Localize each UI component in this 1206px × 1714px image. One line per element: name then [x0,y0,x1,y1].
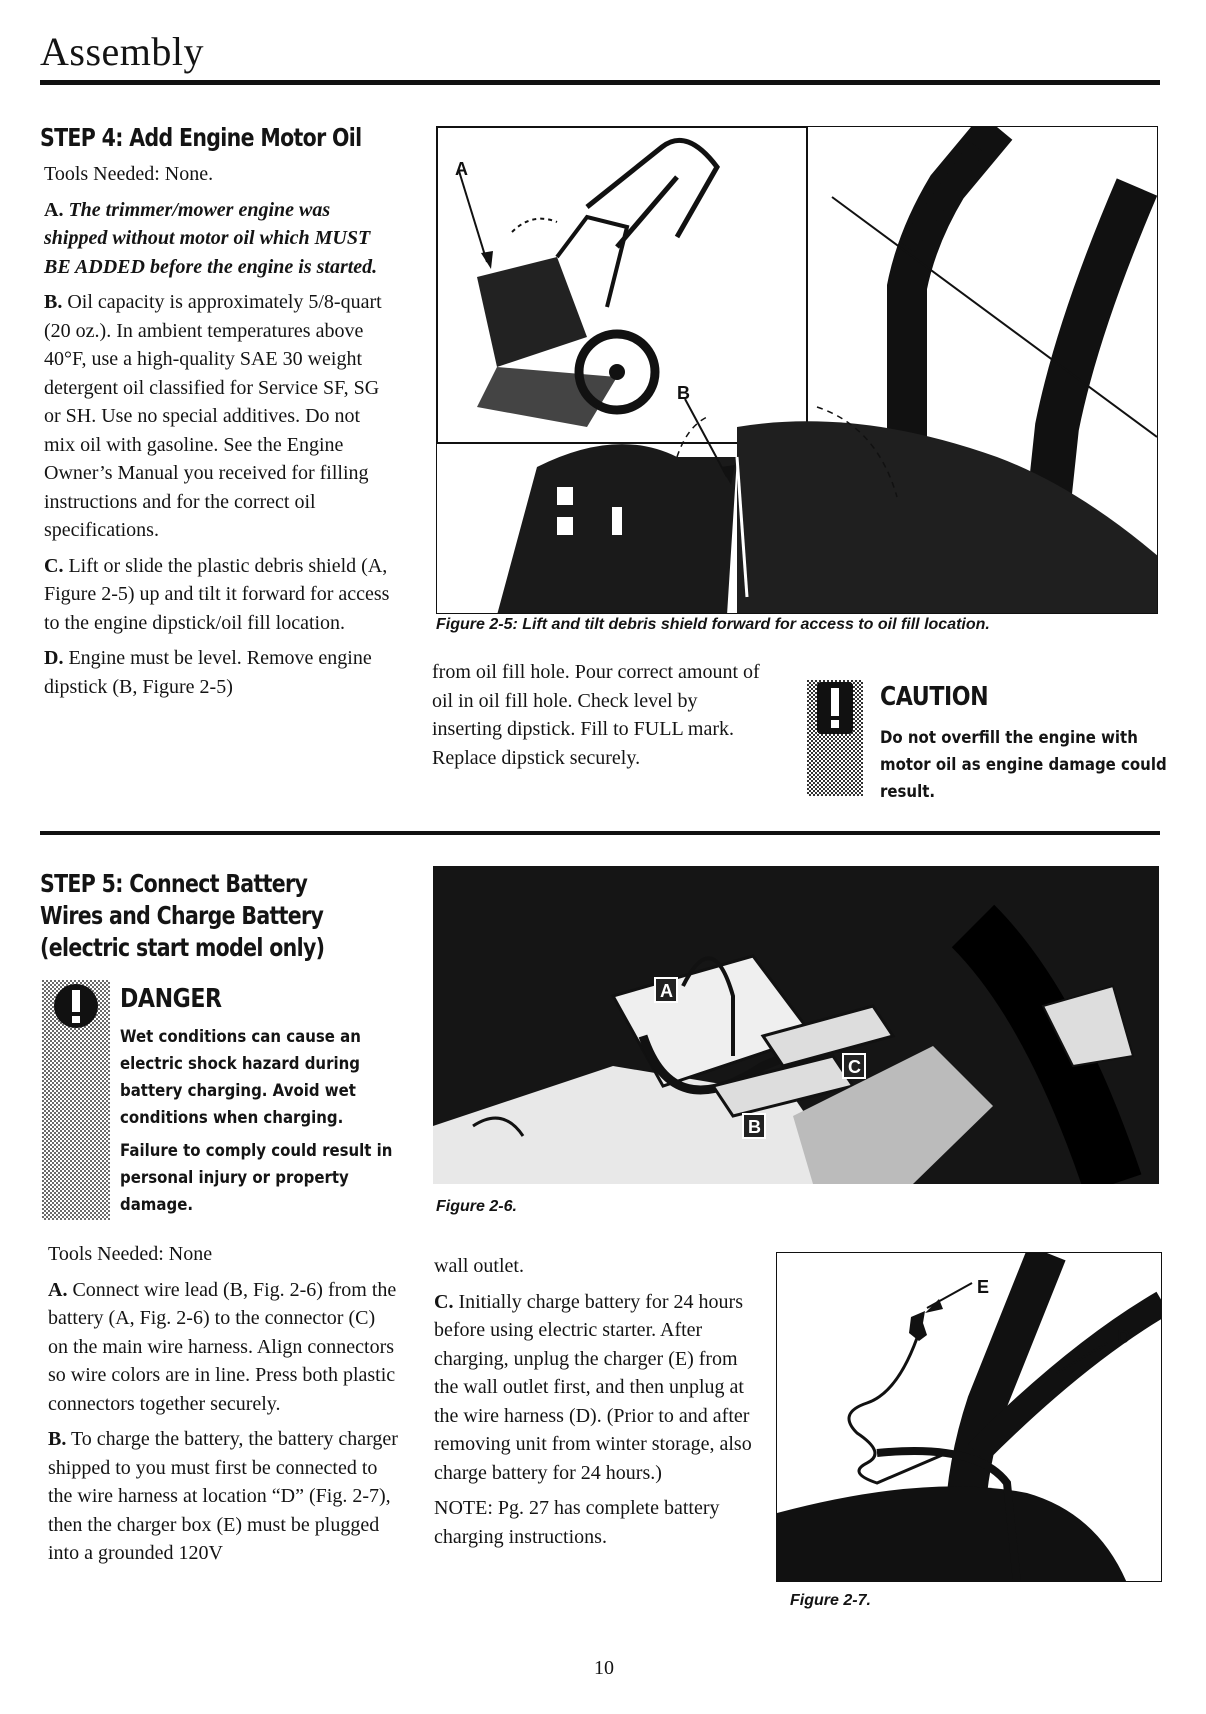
item-d-label: D. [44,647,64,669]
item-c-text: Lift or slide the plastic debris shield (A, Figure 2-5) up and tilt it forward for access to the engine dipstick/oil fill location. [44,554,390,634]
item-b-label: B. [44,291,63,313]
step5-middle-column [434,1252,754,1558]
figure-2-6 [433,866,1159,1184]
danger-text-2: Failure to comply could result in personal injury or property damage. [120,1141,393,1215]
figure-2-7-caption: Figure 2-7. [790,1592,871,1609]
item-a-label: A. [44,198,64,221]
figure-2-5-illustration [437,127,1158,614]
fig26-label-a: A [660,981,673,1001]
fig26-label-b: B [748,1117,761,1137]
tools-label: Tools Needed: [44,163,160,185]
step5-item-b-label: B. [48,1428,67,1450]
step5-item-c-text: Initially charge battery for 24 hours before using electric starter. After charging, unplug the charger (E) from the wall outlet first, and then unplug at the wire harness (D). (Prior to and after removing unit from winter storage, also charge battery for 24 hours.) [434,1290,752,1484]
fig26-label-c: C [848,1057,861,1077]
step5-title-line3: (electric start model only) [40,933,325,962]
step5-item-a-label: A. [48,1278,68,1301]
fig27-label-d: D [1117,1327,1130,1347]
step5-b-continued: wall outlet. [434,1255,524,1277]
step5-tools-value: None [168,1243,213,1265]
header-rule [40,80,1160,85]
danger-title: DANGER [120,984,222,1014]
figure-2-6-illustration [433,866,1159,1184]
danger-warning-icon [38,976,114,1226]
step5-item-b-text: To charge the battery, the battery charger shipped to you must first be connected to the wire harness at location “D” (Fig. 2-7), then the charger box (E) must be plugged into a grounded 120V [48,1428,398,1564]
step4-left-column [44,160,394,708]
caution-text: Do not overfill the engine with motor oil as engine damage could result. [880,728,1167,802]
page-number: 10 [594,1657,614,1679]
figure-2-5 [436,126,1158,614]
figure-2-6-caption: Figure 2-6. [436,1198,517,1215]
tools-value: None. [164,163,214,185]
step5-title-line2: Wires and Charge Battery [40,901,324,930]
step5-note: NOTE: Pg. 27 has complete battery charging instructions. [434,1497,720,1548]
danger-text [120,1024,393,1225]
step5-item-c-label: C. [434,1290,454,1313]
step4-d-continued: from oil fill hole. Pour correct amount of oil in oil fill hole. Check level by inserting dipstick. Fill to FULL mark. Replace dipstick securely. [432,661,760,769]
item-d-text: Engine must be level. Remove engine dipstick (B, Figure 2-5) [44,647,372,698]
item-b-text: Oil capacity is approximately 5/8-quart (20 oz.). In ambient temperatures above 40°F, use a high-quality SAE 30 weight detergent oil classified for Service SF, SG or SH. Use no special additives. Do not mix oil with gasoline. See the Engine Owner’s Manual you received for filling instructions and for the correct oil specifications. [44,291,382,541]
figure-2-7-illustration [777,1253,1162,1582]
danger-text-1: Wet conditions can cause an electric shock hazard during battery charging. Avoid wet conditions when charging. [120,1027,361,1128]
step4-title: STEP 4: Add Engine Motor Oil [40,123,362,152]
page-title: Assembly [40,29,204,74]
fig27-label-e: E [977,1277,990,1297]
fig25-label-b: B [677,383,690,403]
item-a-text: The trimmer/mower engine was shipped without motor oil which MUST BE ADDED before the engine is started. [44,198,378,278]
fig25-label-a: A [455,159,468,179]
step5-title-line1: STEP 5: Connect Battery [40,869,308,898]
step5-left-column [48,1240,398,1575]
step5-title [40,868,324,964]
step5-tools-label: Tools Needed: [48,1243,164,1265]
figure-2-5-caption: Figure 2-5: Lift and tilt debris shield forward for access to oil fill location. [436,616,990,633]
item-c-label: C. [44,554,64,577]
step5-item-a-text: Connect wire lead (B, Fig. 2-6) from the battery (A, Fig. 2-6) to the connector (C) on the main wire harness. Align connectors so wire colors are in line. Press both plastic connectors together securely. [48,1278,397,1415]
caution-title: CAUTION [880,682,989,712]
caution-warning-icon [803,676,867,802]
section-rule [40,831,1160,835]
figure-2-7 [776,1252,1162,1582]
